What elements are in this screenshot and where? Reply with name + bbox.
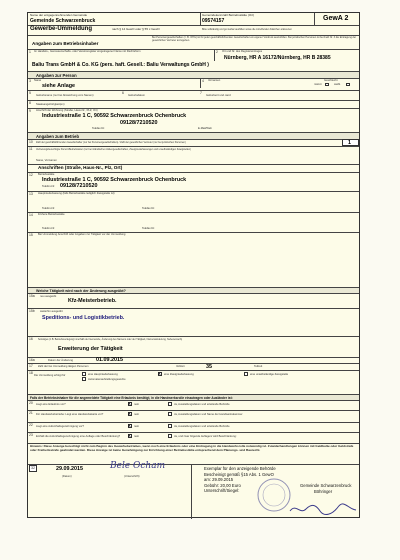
f21-nein: nein xyxy=(134,413,140,416)
f18-label: Die Ummeldung erfolgt für xyxy=(34,374,66,377)
f21-row xyxy=(28,410,359,411)
f32-number: 32 xyxy=(31,466,35,470)
f8-label: Staatsangehörigkeit(en) xyxy=(36,103,65,106)
f22-label: Liegt eine Aufenthaltsgenehmigung vor? xyxy=(36,425,84,428)
f23-label: Enthält die Aufenthaltsgenehmigung eine Auflage oder Beschränkung? xyxy=(36,435,121,438)
f12-value: Industriestraße 1 C, 90592 Schwarzenbruck Ochenbruck xyxy=(42,177,187,183)
f23-nein: nein xyxy=(134,435,140,438)
vollzeit-value: 35 xyxy=(206,364,212,370)
legal-hint: Hinweis: Diese Anzeige berechtigt nicht zum Beginn des Gewerbebetriebes, wenn noch eine Erlaubnis oder eine Eintragung in die Handwerksrolle notwendig ist. Zuwiderhandlungen können mit Geldbuße oder Geldstrafe oder Freiheitsstrafe geahndet werden. Diese Anzeige ist keine Genehmigung zur Errichtung einer Betriebsstätte entsprechend dem Planungs- und Baurecht. xyxy=(30,444,354,453)
person-section-title: Angaben zur Person xyxy=(28,71,359,78)
f7-label: Geburtsort und -land xyxy=(206,94,231,97)
f9-phone: 09128/7210520 xyxy=(120,120,158,126)
receipt-divider xyxy=(191,464,192,519)
sign-date-label: (Datum) xyxy=(62,475,72,478)
f17-label: Zahl der bei Ummeldung tätigen Personen xyxy=(38,365,89,368)
f13-phone-label: Telefon-Nr. xyxy=(42,207,55,210)
f2-number: 2 xyxy=(216,50,218,54)
f16-row xyxy=(28,336,359,337)
f12-phone: 09128/7210520 xyxy=(60,183,98,189)
f3-number: 3 xyxy=(29,79,31,83)
f15b-prefix: weiterhin ausgeübt xyxy=(40,310,63,313)
f3-row xyxy=(28,78,359,79)
f16-number: 16 xyxy=(29,337,33,341)
f9-number: 9 xyxy=(29,109,31,113)
f2-value: Nürnberg, HR A 16172/Nürnberg, HR B 28385 xyxy=(224,55,331,61)
f11-label: Vertretungsberechtigte Person/Betriebsleiter (nur bei inländischen Aktiengesellschaften, Zweigniederlassungen und unselbständigen Zweigstellen) xyxy=(36,148,191,151)
f16a-number: 16a xyxy=(29,358,35,362)
f6-label: Geburtsdatum xyxy=(128,94,146,97)
gender-w-checkbox[interactable] xyxy=(346,83,350,87)
header-divider xyxy=(200,13,201,25)
fax-label: Telefax-Nr. xyxy=(92,127,105,130)
f1-value: Baliu Trans GmbH & Co. KG (pers. haft. Gesell.: Baliu Verwaltungs GmbH ) xyxy=(32,62,209,68)
f13-fax-label: Telefax-Nr. xyxy=(142,207,155,210)
f22-nein: nein xyxy=(134,425,140,428)
f22-number: 22 xyxy=(29,423,33,427)
f21-number: 21 xyxy=(29,411,33,415)
f12-row xyxy=(28,172,359,173)
f16a-row xyxy=(28,357,359,358)
form-title: Gewerbe-Ummeldung xyxy=(30,26,93,32)
f20-yes: Ja, Ausstellungsdatum und erteilende Behörde xyxy=(174,403,230,406)
gender-m: männl. xyxy=(314,83,323,86)
f14-label: Frühere Betriebsstätte xyxy=(38,213,65,216)
municipality-block xyxy=(300,483,351,494)
f20-nein: nein xyxy=(134,403,140,406)
f4-label: Vornamen xyxy=(208,79,221,82)
f14-number: 14 xyxy=(29,213,33,217)
f7-number: 7 xyxy=(200,91,202,95)
f14-row xyxy=(28,212,359,213)
f23-number: 23 xyxy=(29,433,33,437)
f17-number: 17 xyxy=(29,364,33,368)
change-section-title: Welche Tätigkeit wird nach der Änderung ausgeübt? xyxy=(28,287,359,293)
f3-label: Name xyxy=(34,79,42,82)
f6-number: 6 xyxy=(122,91,124,95)
official-stamp xyxy=(256,477,292,513)
f5-label: Geburtsname (nur bei Abweichung vom Namen) xyxy=(36,94,94,97)
f11-number: 11 xyxy=(29,147,33,151)
f16a-value: 01.09.2015 xyxy=(96,357,123,363)
f20-ja-checkbox[interactable] xyxy=(168,402,172,406)
form-note: Bitte vollständig und gut lesbar ausfüllen sowie die zutreffenden Kästchen ankreuzen xyxy=(202,28,292,31)
gender-w: weibl. xyxy=(334,83,341,86)
f21-label: Für Handwerksbetriebe: Liegt eine Handwerkskarte vor? xyxy=(36,413,104,416)
f15-label: Bei Ummeldung Anschrift oder Angaben zur Tätigkeit vor der Ummeldung xyxy=(38,233,126,236)
email-label: E-Mail/Web xyxy=(198,127,212,130)
f1-number: 1 xyxy=(29,50,31,54)
f18-row xyxy=(28,370,359,371)
f21-ja-checkbox[interactable] xyxy=(168,412,172,416)
f22-row xyxy=(28,422,359,423)
f23-yes: Ja, und zwar folgende Auflagen/ wird Beschränkung: xyxy=(174,435,237,438)
f2-label: Ort und Nr. des Registereintrages xyxy=(222,50,263,53)
f22-ja-checkbox[interactable] xyxy=(168,424,172,428)
municipality-name: Gemeinde Schwarzenbruck xyxy=(30,18,96,24)
sign-row xyxy=(28,464,359,465)
opt-reason: Automatenaufstellungsgewerbe xyxy=(88,377,126,381)
f5-row xyxy=(28,90,359,91)
f14-phone-label: Telefon-Nr. xyxy=(42,227,55,230)
f12-phone-label: Telefon-Nr. xyxy=(42,185,55,188)
f15a-prefix: neu ausgeübt xyxy=(40,295,57,298)
muni-name: Gemeinde Schwarzenbruck xyxy=(300,483,352,488)
f18-number: 18 xyxy=(29,371,33,375)
f20-label: Liegt eine Erlaubnis vor? xyxy=(36,403,66,406)
f10-number: 10 xyxy=(29,140,33,144)
f15a-number: 15a xyxy=(29,294,35,298)
f23-ja-checkbox[interactable] xyxy=(168,434,172,438)
f9-label: Anschrift der Wohnung (Straße, Haus-Nr., PLZ, Ort) xyxy=(36,109,98,112)
vollzeit-label: Vollzeit xyxy=(176,365,185,368)
f11-sub: Name, Vornamen xyxy=(36,159,57,162)
f20-row xyxy=(28,400,359,401)
owner-title: Angaben zum Betriebsinhaber xyxy=(32,41,99,46)
form-code: GewA 2 xyxy=(323,15,349,22)
id-label: Gemeindekennzahl Betriebsstätte (Ort) xyxy=(202,13,255,17)
f9-value: Industriestraße 1 C, 90592 Schwarzenbruck Ochenbruck xyxy=(42,113,187,119)
business-section-title: Angaben zum Betrieb xyxy=(28,132,359,139)
municipality-label: Name der entgegennehmenden Gemeinde xyxy=(30,13,88,17)
official-signature xyxy=(288,501,358,517)
permits-section-title: Falls der Betriebsinhaber für die angemeldete Tätigkeit eine Erlaubnis benötigt, in die Handwerksrolle einzutragen oder Ausländer ist: xyxy=(28,394,359,400)
form-subtitle: nach § 14 GewO oder § 55 c GewO xyxy=(112,27,160,31)
addr-label: Anschriften (Straße, Haus-Nr., Plz, Ort) xyxy=(38,165,123,170)
f4-number: 4 xyxy=(202,79,204,83)
f13-number: 13 xyxy=(29,192,33,196)
f20-nein-mark: X xyxy=(128,400,131,406)
f11-row xyxy=(28,146,359,147)
receipt-sign: Unterschrift/Siegel: xyxy=(204,488,240,494)
f15b-row xyxy=(28,308,359,309)
f16-value: Erweiterung der Tätigkeit xyxy=(58,346,123,352)
f22-nein-mark: X xyxy=(128,422,131,428)
f1-label: Im Handels-, Genossenschafts- oder Vereinsregister eingetragener Name mit Rechtsform xyxy=(34,50,141,53)
f21-yes: Ja, Ausstellungsdatum und Name der Handwerkskammer xyxy=(174,413,243,416)
owner-note: Bei Personengesellschaften (z. B. OHG) ist für jeden geschäftsführenden Gesellschafter ein eigener Vordruck auszufüllen. Bei juristischen Personen ist bei Feld Nr. 3 die Eintragung der gesetzlichen Vertreter anzugeben. xyxy=(152,36,357,42)
gender-label: Geschlecht xyxy=(324,79,338,82)
f13-label: Hauptniederlassung (falls Betriebsstätte lediglich Zweigstelle ist) xyxy=(38,192,115,195)
f16-label: Sonstiges (z.B. Betriebsverlegung innerhalb der Gemeinde, Änderung des Namens oder der Tätigkeit, Namensänderung, Nebenerwerb) xyxy=(38,338,183,341)
f22-yes: Ja, Ausstellungsdatum und erteilende Behörde xyxy=(174,425,230,428)
f17-row xyxy=(28,363,359,364)
f23-nein-mark: X xyxy=(128,432,131,438)
f16a-label: Datum der Änderung xyxy=(48,359,73,362)
opt-dep-checkbox[interactable] xyxy=(244,372,248,376)
f8-row xyxy=(28,100,359,101)
f15b-value: Speditions- und Logistikbetrieb. xyxy=(42,315,125,321)
id-value: 09574157 xyxy=(202,18,225,24)
muni-addr: Böhringer xyxy=(314,488,333,494)
f8-number: 8 xyxy=(29,101,31,105)
gender-m-checkbox[interactable] xyxy=(325,83,329,87)
sign-label: (Unterschrift) xyxy=(124,475,140,478)
receipt-fee: Gebühr: 20,00 Euro xyxy=(204,482,241,488)
f15-number: 15 xyxy=(29,233,33,237)
f3-divider xyxy=(200,78,201,88)
sign-date: 29.09.2015 xyxy=(56,466,83,472)
f12-label: Betriebsstätte xyxy=(38,173,55,176)
handwritten-signature: Bele Ocham xyxy=(110,461,166,471)
opt-main: eine Hauptniederlassung xyxy=(88,372,118,376)
f15b-number: 15b xyxy=(29,309,35,313)
f14-fax-label: Telefax-Nr. xyxy=(142,227,155,230)
f1-divider xyxy=(214,49,215,61)
receipt-line: Bescheinigt gemäß §15 Abs. 1 GewO xyxy=(204,471,274,477)
code-divider xyxy=(314,13,315,25)
f10-label: Zahl der geschäftsführenden Gesellschafter (nur bei Personengesellschaften) / Zahl der gesetzlichen Vertreter (nur bei juristischen Personen) xyxy=(36,141,186,144)
receipt-date: am: 29.09.2015 xyxy=(204,477,234,483)
f5-number: 5 xyxy=(29,91,31,95)
f10-value: 1 xyxy=(348,140,351,146)
teilzeit-label: Teilzeit xyxy=(254,365,263,368)
f20-number: 20 xyxy=(29,401,33,405)
opt-branch-mark: X xyxy=(158,370,161,376)
opt-reason-checkbox[interactable] xyxy=(82,377,86,381)
f23-row xyxy=(28,432,359,433)
f15a-value: Kfz-Meisterbetrieb. xyxy=(68,298,117,304)
opt-dep: eine unselbständige Zweigstelle xyxy=(250,372,289,376)
receipt-title: Exemplar für den anzeigende Behörde xyxy=(204,466,276,471)
f12-number: 12 xyxy=(29,173,33,177)
f15a-row xyxy=(28,293,359,294)
f10-row xyxy=(28,139,359,140)
opt-main-checkbox[interactable] xyxy=(82,372,86,376)
gewerbe-form xyxy=(27,12,360,518)
f3-value: siehe Anlage xyxy=(42,83,76,89)
opt-branch: eine Zweigniederlassung xyxy=(164,372,194,376)
f21-nein-mark: X xyxy=(128,410,131,416)
